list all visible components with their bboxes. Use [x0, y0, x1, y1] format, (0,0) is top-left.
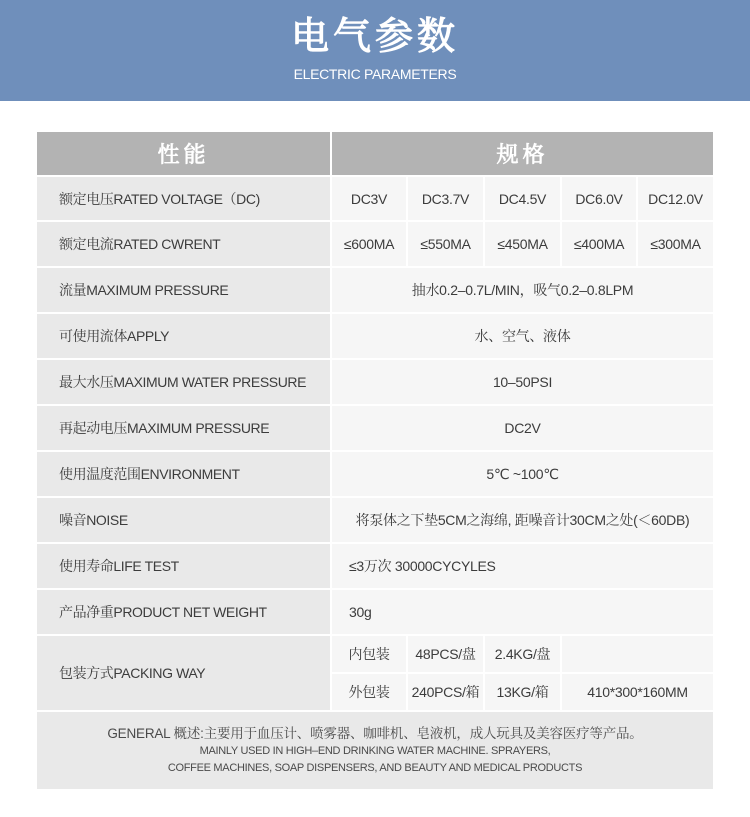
apply-value: 水、空气、液体	[332, 314, 713, 358]
restart-voltage-value: DC2V	[332, 406, 713, 450]
current-value: ≤300MA	[638, 222, 713, 266]
flow-label: 流量MAXIMUM PRESSURE	[37, 268, 330, 312]
current-value: ≤400MA	[562, 222, 636, 266]
noise-value: 将泵体之下垫5CM之海绵, 距噪音计30CM之处(＜60DB)	[332, 498, 713, 542]
general-description-cn: GENERAL 概述:主要用于血压计、喷雾器、咖啡机、皂液机，成人玩具及美容医疗等产品。	[107, 726, 643, 741]
packing-outer-weight: 13KG/箱	[485, 674, 560, 710]
life-test-value: ≤3万次 30000CYCYLES	[332, 544, 713, 588]
voltage-value: DC3.7V	[408, 177, 483, 220]
environment-value: 5℃ ~100℃	[332, 452, 713, 496]
header-banner	[0, 0, 750, 101]
packing-inner-size	[562, 636, 713, 672]
environment-label: 使用温度范围ENVIRONMENT	[37, 452, 330, 496]
packing-outer-qty: 240PCS/箱	[408, 674, 483, 710]
packing-inner-type: 内包装	[332, 636, 406, 672]
page-subtitle: ELECTRIC PARAMETERS	[293, 66, 457, 82]
voltage-value: DC6.0V	[562, 177, 636, 220]
column-header-performance: 性能	[37, 132, 330, 175]
current-value: ≤600MA	[332, 222, 406, 266]
page-title: 电气参数	[290, 16, 459, 58]
voltage-value: DC3V	[332, 177, 406, 220]
apply-label: 可使用流体APPLY	[37, 314, 330, 358]
general-description	[37, 712, 713, 789]
packing-outer-size: 410*300*160MM	[562, 674, 713, 710]
current-label: 额定电流RATED CWRENT	[37, 222, 330, 266]
max-water-pressure-label: 最大水压MAXIMUM WATER PRESSURE	[37, 360, 330, 404]
general-description-en-line2: COFFEE MACHINES, SOAP DISPENSERS, AND BEAUTY AND MEDICAL PRODUCTS	[167, 762, 583, 774]
packing-inner-weight: 2.4KG/盘	[485, 636, 560, 672]
noise-label: 噪音NOISE	[37, 498, 330, 542]
flow-value: 抽水0.2–0.7L/MIN，吸气0.2–0.8LPM	[332, 268, 713, 312]
packing-label: 包装方式PACKING WAY	[37, 636, 330, 710]
voltage-value: DC4.5V	[485, 177, 560, 220]
net-weight-value: 30g	[332, 590, 713, 634]
net-weight-label: 产品净重PRODUCT NET WEIGHT	[37, 590, 330, 634]
current-value: ≤550MA	[408, 222, 483, 266]
packing-outer-type: 外包装	[332, 674, 406, 710]
restart-voltage-label: 再起动电压MAXIMUM PRESSURE	[37, 406, 330, 450]
parameters-table	[37, 132, 713, 789]
packing-inner-qty: 48PCS/盘	[408, 636, 483, 672]
voltage-value: DC12.0V	[638, 177, 713, 220]
general-description-en-line1: MAINLY USED IN HIGH–END DRINKING WATER MACHINE. SPRAYERS,	[199, 745, 551, 757]
current-value: ≤450MA	[485, 222, 560, 266]
max-water-pressure-value: 10–50PSI	[332, 360, 713, 404]
column-header-specification: 规格	[332, 132, 713, 175]
life-test-label: 使用寿命LIFE TEST	[37, 544, 330, 588]
voltage-label: 额定电压RATED VOLTAGE（DC)	[37, 177, 330, 220]
